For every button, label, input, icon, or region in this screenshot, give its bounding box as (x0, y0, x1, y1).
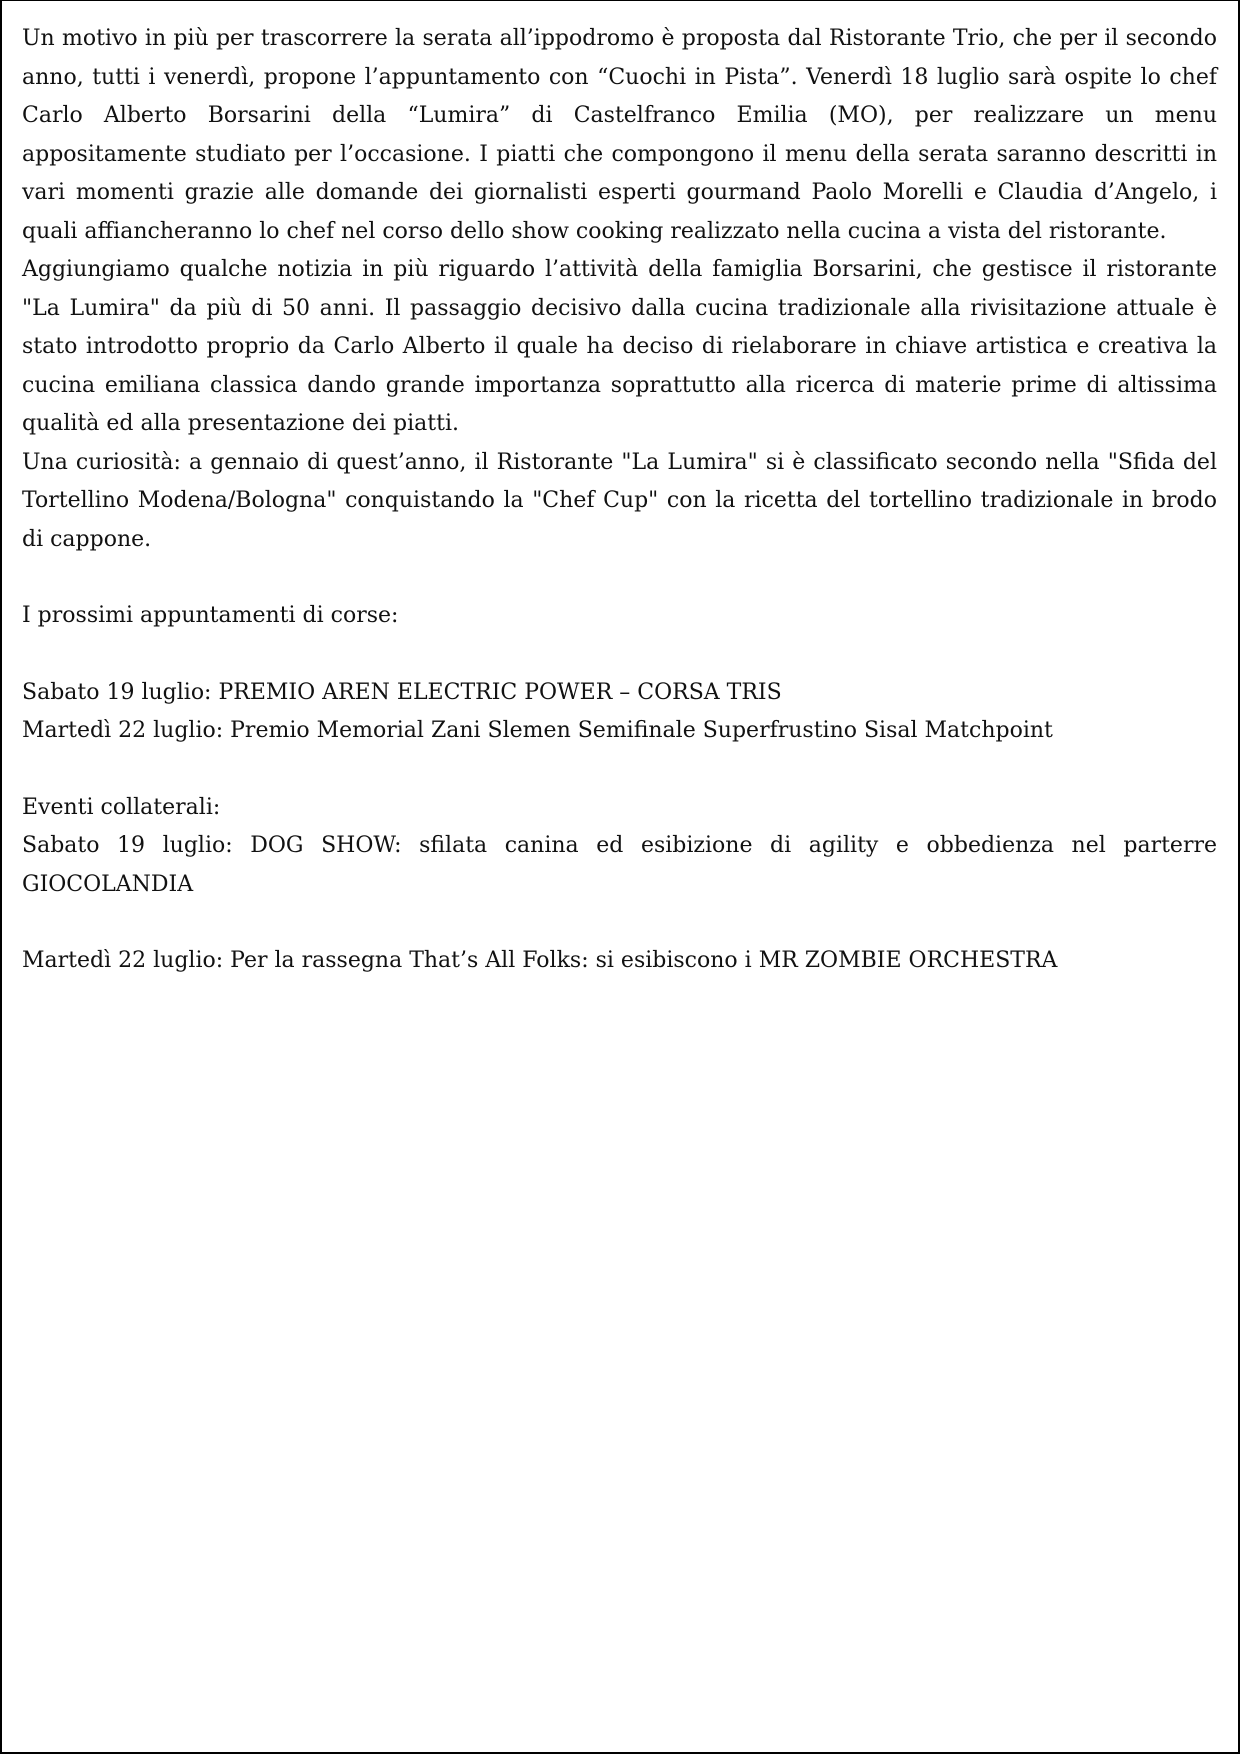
paragraph-famiglia-borsarini: Aggiungiamo qualche notizia in più riguardo l’attività della famiglia Borsarini, che gestisce il ristorante "La Lumira" da più di 50 anni. Il passaggio decisivo dalla cucina tradizionale alla rivisitazione attuale è stato introdotto proprio da Carlo Alberto il quale ha deciso di rielaborare in chiave artistica e creativa la cucina emiliana classica dando grande importanza soprattutto alla ricerca di materie prime di altissima qualità ed alla presentazione dei piatti. (22, 257, 1217, 436)
spacer (22, 904, 1217, 942)
spacer (22, 559, 1217, 597)
event-item-dog-show: Sabato 19 luglio: DOG SHOW: sfilata canina ed esibizione di agility e obbedienza nel parterre GIOCOLANDIA (22, 833, 1217, 897)
race-item: Martedì 22 luglio: Premio Memorial Zani Slemen Semifinale Superfrustino Sisal Matchpoint (22, 718, 1053, 743)
events-heading: Eventi collaterali: (22, 794, 221, 820)
document-body (22, 20, 1217, 981)
paragraph-curiosita: Una curiosità: a gennaio di quest’anno, il Ristorante "La Lumira" si è classificato secondo nella "Sfida del Tortellino Modena/Bologna" conquistando la "Chef Cup" con la ricetta del tortellino tradizionale in brodo di cappone. (22, 449, 1217, 552)
spacer (22, 636, 1217, 674)
paragraph-cuochi-in-pista: Un motivo in più per trascorrere la serata all’ippodromo è proposta dal Ristorante Trio, che per il secondo anno, tutti i venerdì, propone l’appuntamento con “Cuochi in Pista”. Venerdì 18 luglio sarà ospite lo chef Carlo Alberto Borsarini della “Lumira” di Castelfranco Emilia (MO), per realizzare un menu appositamente studiato per l’occasione. I piatti che compongono il menu della serata saranno descritti in vari momenti grazie alle domande dei giornalisti esperti gourmand Paolo Morelli e Claudia d’Angelo, i quali affiancheranno lo chef nel corso dello show cooking realizzato nella cucina a vista del ristorante. (22, 26, 1217, 244)
event-item-concert: Martedì 22 luglio: Per la rassegna That’s All Folks: si esibiscono i MR ZOMBIE ORCHESTRA (22, 948, 1058, 973)
spacer (22, 751, 1217, 789)
races-heading: I prossimi appuntamenti di corse: (22, 603, 399, 628)
race-item: Sabato 19 luglio: PREMIO AREN ELECTRIC POWER – CORSA TRIS (22, 679, 782, 705)
